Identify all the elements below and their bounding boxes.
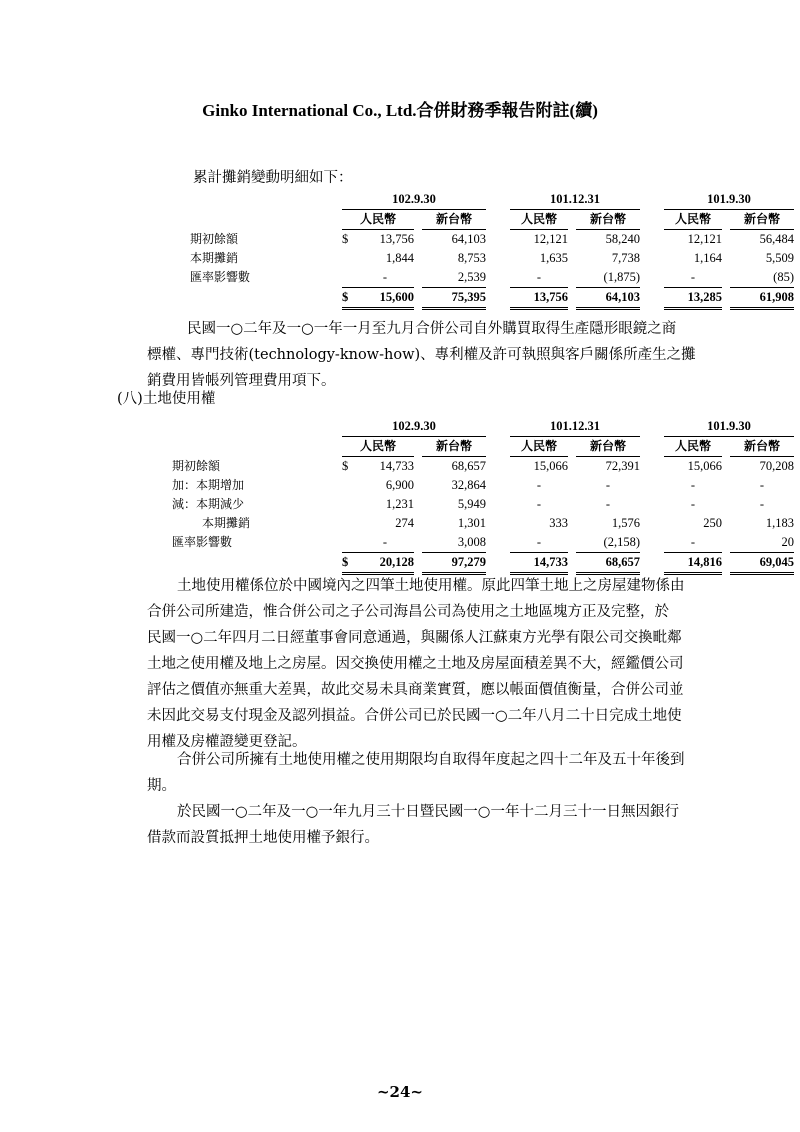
currency-header: 人民幣: [510, 437, 568, 457]
total-value: 14,816: [664, 553, 722, 574]
total-value: 15,600: [356, 288, 414, 309]
cell-value: -: [356, 268, 414, 288]
land-use-paragraph: [147, 573, 685, 755]
cell-value: -: [690, 478, 696, 492]
usage-period-paragraph: [147, 747, 685, 799]
currency-sign: $: [342, 553, 356, 574]
paragraph-line: 合併公司所建造，惟合併公司之子公司海昌公司為使用之土地區塊方正及完整，於: [147, 604, 669, 620]
cell-value: 3,008: [422, 533, 486, 553]
currency-header: 新台幣: [730, 210, 794, 230]
total-value: 61,908: [730, 288, 794, 309]
currency-header: 新台幣: [730, 437, 794, 457]
cell-value: 1,844: [385, 251, 414, 265]
period-header: 101.12.31: [510, 190, 640, 210]
currency-sign: $: [342, 459, 349, 473]
cell-value: (85): [730, 268, 794, 288]
cell-value: -: [664, 268, 722, 288]
total-row: [172, 553, 794, 574]
row-label: 匯率影響數: [172, 535, 233, 550]
cell-value: 13,756: [379, 232, 414, 246]
table-row: [190, 249, 794, 268]
currency-header: 人民幣: [510, 210, 568, 230]
total-value: 14,733: [510, 553, 568, 574]
row-label: 匯率影響數: [190, 270, 251, 285]
row-label: 加：本期增加: [172, 478, 245, 492]
cell-value: 64,103: [451, 232, 486, 246]
total-value: 97,279: [422, 553, 486, 574]
cell-value: 2,539: [422, 268, 486, 288]
table-row: [172, 457, 794, 477]
cell-value: -: [536, 497, 542, 511]
cell-value: -: [510, 533, 568, 553]
cell-value: 7,738: [611, 251, 640, 265]
period-header: 101.9.30: [664, 190, 794, 210]
paragraph-line: 土地使用權係位於中國境內之四筆土地使用權。原此四筆土地上之房屋建物係由: [177, 578, 685, 594]
total-value: 20,128: [356, 553, 414, 574]
cell-value: 70,208: [759, 459, 794, 473]
paragraph-line: 期。: [147, 778, 176, 794]
cell-value: -: [536, 478, 542, 492]
row-label: 減：本期減少: [172, 497, 245, 511]
total-row: [190, 288, 794, 309]
total-value: 75,395: [422, 288, 486, 309]
currency-header: 人民幣: [664, 437, 722, 457]
total-value: 64,103: [576, 288, 640, 309]
row-label: 本期攤銷: [190, 251, 239, 265]
cell-value: 20: [730, 533, 794, 553]
cell-value: -: [759, 497, 765, 511]
table-row: [190, 230, 794, 250]
amortization-intro: 累計攤銷變動明細如下：: [193, 170, 353, 186]
period-header: 101.12.31: [510, 417, 640, 437]
cell-value: 6,900: [385, 478, 414, 492]
cell-value: 15,066: [687, 459, 722, 473]
cell-value: 250: [703, 516, 722, 530]
amortization-note: [147, 316, 696, 394]
cell-value: -: [605, 478, 611, 492]
cell-value: 5,509: [765, 251, 794, 265]
currency-sign: $: [342, 288, 356, 309]
period-header: 101.9.30: [664, 417, 794, 437]
paragraph-line: 民國一○二年及一○一年一月至九月合併公司自外購買取得生產隱形眼鏡之商: [187, 321, 677, 337]
cell-value: -: [356, 533, 414, 553]
paragraph-line: 民國一○二年四月二日經董事會同意通過，與關係人江蘇東方光學有限公司交換毗鄰: [147, 630, 682, 646]
section-heading: (八)土地使用權: [117, 391, 216, 407]
cell-value: -: [605, 497, 611, 511]
paragraph-line: 用權及房權證變更登記。: [147, 734, 307, 750]
table-row: [172, 495, 794, 514]
row-label: 期初餘額: [172, 458, 221, 473]
cell-value: 58,240: [605, 232, 640, 246]
cell-value: 1,183: [765, 516, 794, 530]
currency-header: 人民幣: [664, 210, 722, 230]
table-row: [172, 476, 794, 495]
paragraph-line: 借款而設質抵押土地使用權予銀行。: [147, 830, 379, 846]
cell-value: (1,875): [576, 268, 640, 288]
cell-value: 1,164: [693, 251, 722, 265]
paragraph-line: 標權、專門技術(technology-know-how)、專利權及許可執照與客戶關係所產生之攤: [147, 347, 696, 363]
table-row: [172, 533, 794, 553]
cell-value: 12,121: [687, 232, 722, 246]
cell-value: (2,158): [576, 533, 640, 553]
row-label: 本期攤銷: [202, 516, 251, 530]
cell-value: 274: [395, 516, 414, 530]
paragraph-line: 銷費用皆帳列管理費用項下。: [147, 373, 336, 389]
currency-header: 新台幣: [576, 210, 640, 230]
total-value: 68,657: [576, 553, 640, 574]
total-value: 13,756: [510, 288, 568, 309]
land-use-rights-table: [172, 417, 794, 575]
cell-value: 15,066: [533, 459, 568, 473]
cell-value: 68,657: [451, 459, 486, 473]
pledge-paragraph: [147, 799, 679, 851]
paragraph-line: 於民國一○二年及一○一年九月三十日暨民國一○一年十二月三十一日無因銀行: [177, 804, 679, 820]
currency-header: 新台幣: [422, 210, 486, 230]
paragraph-line: 評估之價值亦無重大差異，故此交易未具商業實質，應以帳面價值衡量，合併公司並: [147, 682, 684, 698]
cell-value: -: [664, 533, 722, 553]
cell-value: 72,391: [605, 459, 640, 473]
page-number: ~24~: [376, 1083, 423, 1101]
period-header: 102.9.30: [342, 417, 486, 437]
page-title: Ginko International Co., Ltd.合併財務季報告附註(續): [202, 101, 598, 120]
total-value: 13,285: [664, 288, 722, 309]
cell-value: 14,733: [379, 459, 414, 473]
cell-value: -: [510, 268, 568, 288]
paragraph-line: 合併公司所擁有土地使用權之使用期限均自取得年度起之四十二年及五十年後到: [177, 752, 685, 768]
paragraph-line: 未因此交易支付現金及認列損益。合併公司已於民國一○二年八月二十日完成土地使: [147, 708, 682, 724]
period-header: 102.9.30: [342, 190, 486, 210]
currency-header: 新台幣: [422, 437, 486, 457]
cell-value: -: [690, 497, 696, 511]
cell-value: 5,949: [457, 497, 486, 511]
currency-header: 新台幣: [576, 437, 640, 457]
cell-value: 333: [549, 516, 568, 530]
currency-header: 人民幣: [342, 437, 414, 457]
row-label: 期初餘額: [190, 231, 239, 246]
table-row: [172, 514, 794, 533]
paragraph-line: 土地之使用權及地上之房屋。因交換使用權之土地及房屋面積差異不大，經鑑價公司: [147, 656, 684, 672]
cell-value: 56,484: [759, 232, 794, 246]
currency-sign: $: [342, 232, 349, 246]
cell-value: -: [759, 478, 765, 492]
cell-value: 1,231: [385, 497, 414, 511]
currency-header: 人民幣: [342, 210, 414, 230]
cell-value: 1,301: [457, 516, 486, 530]
cell-value: 1,635: [539, 251, 568, 265]
table-row: [190, 268, 794, 288]
cell-value: 1,576: [611, 516, 640, 530]
cell-value: 12,121: [533, 232, 568, 246]
cell-value: 8,753: [457, 251, 486, 265]
total-value: 69,045: [730, 553, 794, 574]
amortization-table: [190, 190, 794, 310]
cell-value: 32,864: [451, 478, 486, 492]
